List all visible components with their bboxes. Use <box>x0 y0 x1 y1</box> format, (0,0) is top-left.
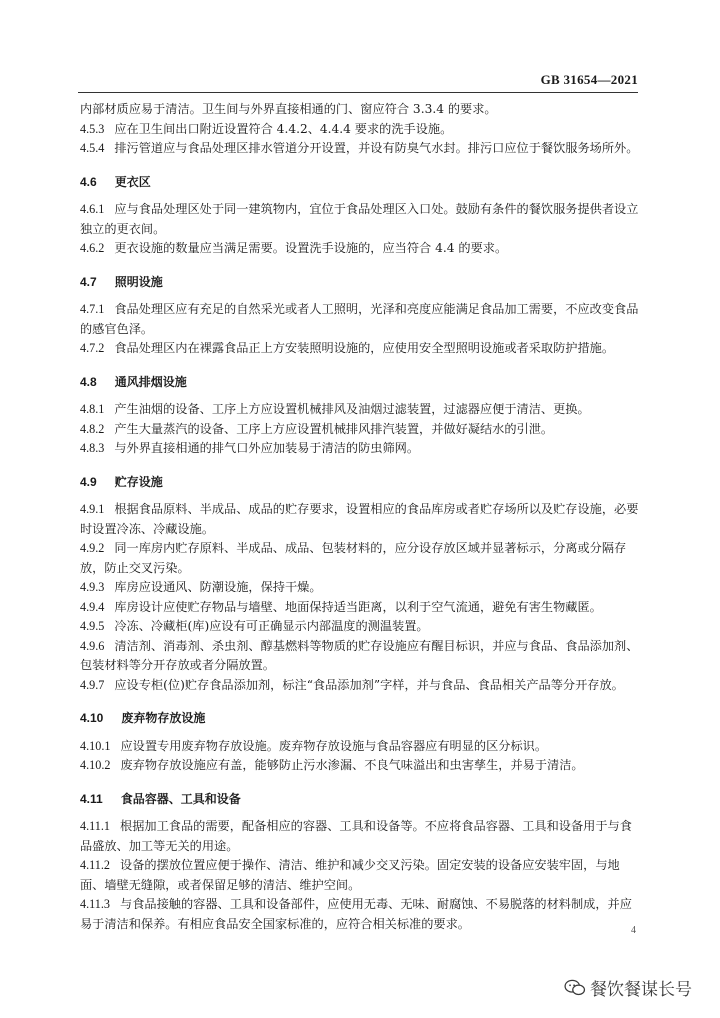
clause-paragraph <box>80 339 640 359</box>
clause-text: 清洁剂、消毒剂、杀虫剂、醇基燃料等物质的贮存设施应有醒目标识，并应与食品、食品添加剂、包装材料等分开存放或者分隔放置。 <box>80 638 639 672</box>
clause-paragraph <box>80 239 640 259</box>
clause-number: 4.8.1 <box>80 402 105 416</box>
clause-number: 4.5.4 <box>80 141 105 155</box>
section-number: 4.7 <box>80 274 97 289</box>
clause-text: 食品处理区应有充足的自然采光或者人工照明，光泽和亮度应能满足食品加工需要，不应改变食品的感官色泽。 <box>80 302 639 336</box>
clause-paragraph <box>80 439 640 459</box>
section-title: 贮存设施 <box>114 474 163 489</box>
clause-number: 4.9.6 <box>80 638 105 653</box>
clause-text: 与食品接触的容器、工具和设备部件，应使用无毒、无味、耐腐蚀、不易脱落的材料制成，并应易于清洁和保养。有相应食品安全国家标准的，应符合相关标准的要求。 <box>80 897 632 931</box>
clause-text: 应设专柜(位)贮存食品添加剂，标注“食品添加剂”字样，并与食品、食品相关产品等分开存放。 <box>114 677 624 692</box>
clause-paragraph <box>80 895 640 934</box>
clause-paragraph <box>80 598 640 618</box>
clause-text: 排污管道应与食品处理区排水管道分开设置，并设有防臭气水封。排污口应位于餐饮服务场所外。 <box>114 141 639 155</box>
clause-number: 4.9.1 <box>80 502 105 516</box>
clause-number: 4.7.2 <box>80 341 105 355</box>
clause-text: 食品处理区内在裸露食品正上方安装照明设施的，应使用安全型照明设施或者采取防护措施。 <box>114 341 615 355</box>
clause-number: 4.5.3 <box>80 121 105 136</box>
section-heading <box>80 173 640 193</box>
clause-number: 4.9.3 <box>80 580 105 594</box>
clause-text: 设备的摆放位置应便于操作、清洁、维护和减少交叉污染。固定安装的设备应安装牢固，与地面、墙壁无缝隙，或者保留足够的清洁、维护空间。 <box>80 858 620 892</box>
watermark-text: 餐饮餐谋长号 <box>590 980 692 1000</box>
clause-paragraph <box>80 637 640 676</box>
section-number: 4.6 <box>80 174 97 189</box>
clause-paragraph <box>80 100 640 120</box>
section-title: 更衣区 <box>114 174 151 189</box>
clause-paragraph <box>80 400 640 420</box>
section-number: 4.8 <box>80 374 97 389</box>
section-title: 照明设施 <box>114 274 163 289</box>
clause-text: 应设置专用废弃物存放设施。废弃物存放设施与食品容器应有明显的区分标识。 <box>120 738 548 753</box>
section-title: 食品容器、工具和设备 <box>120 791 241 806</box>
clause-paragraph <box>80 817 640 856</box>
section-number: 4.11 <box>80 791 103 806</box>
clause-text: 应与食品处理区处于同一建筑物内，宜位于食品处理区入口处。鼓励有条件的餐饮服务提供者设立独立的更衣间。 <box>80 202 639 236</box>
clause-number: 4.11.1 <box>80 819 111 833</box>
clause-number: 4.11.3 <box>80 897 111 911</box>
section-heading <box>80 273 640 293</box>
clause-paragraph <box>80 617 640 637</box>
clause-paragraph <box>80 139 640 159</box>
clause-text: 冷冻、冷藏柜(库)应设有可正确显示内部温度的测温装置。 <box>114 619 429 633</box>
clause-number: 4.6.2 <box>80 241 105 255</box>
clause-text: 产生大量蒸汽的设备、工序上方应设置机械排风排汽装置，并做好凝结水的引泄。 <box>114 421 554 436</box>
section-heading <box>80 709 640 729</box>
document-body <box>80 100 640 934</box>
clause-number: 4.10.1 <box>80 738 111 753</box>
standard-code: GB 31654—2021 <box>540 72 638 87</box>
section-title: 通风排烟设施 <box>114 374 187 389</box>
section-heading <box>80 790 640 810</box>
clause-paragraph <box>80 676 640 696</box>
clause-paragraph <box>80 856 640 895</box>
clause-text: 更衣设施的数量应当满足需要。设置洗手设施的，应当符合 4.4 的要求。 <box>114 241 508 255</box>
clause-text: 库房应设通风、防潮设施，保持干燥。 <box>114 580 322 594</box>
clause-text: 内部材质应易于清洁。卫生间与外界直接相通的门、窗应符合 3.3.4 的要求。 <box>80 102 497 116</box>
clause-number: 4.9.4 <box>80 599 105 614</box>
clause-number: 4.8.2 <box>80 421 105 436</box>
clause-paragraph <box>80 420 640 440</box>
clause-paragraph <box>80 737 640 757</box>
clause-text: 产生油烟的设备、工序上方应设置机械排风及油烟过滤装置，过滤器应便于清洁、更换。 <box>114 402 590 416</box>
clause-paragraph <box>80 578 640 598</box>
clause-number: 4.11.2 <box>80 858 111 872</box>
clause-paragraph <box>80 756 640 776</box>
section-heading <box>80 473 640 493</box>
wechat-icon <box>564 979 586 997</box>
clause-number: 4.8.3 <box>80 441 105 455</box>
clause-text: 库房设计应使贮存物品与墙壁、地面保持适当距离，以利于空气流通，避免有害生物藏匿。 <box>114 599 602 614</box>
clause-number: 4.7.1 <box>80 302 105 316</box>
clause-text: 根据食品原料、半成品、成品的贮存要求，设置相应的食品库房或者贮存场所以及贮存设施，必要时设置冷冻、冷藏设施。 <box>80 502 639 536</box>
clause-text: 与外界直接相通的排气口外应加装易于清洁的防虫筛网。 <box>114 441 420 455</box>
section-heading <box>80 373 640 393</box>
clause-text: 同一库房内贮存原料、半成品、成品、包装材料的，应分设存放区域并显著标示，分离或分隔存放，防止交叉污染。 <box>80 541 627 575</box>
clause-text: 应在卫生间出口附近设置符合 4.4.2、4.4.4 要求的洗手设施。 <box>114 121 453 136</box>
clause-number: 4.10.2 <box>80 758 111 772</box>
section-number: 4.10 <box>80 711 104 725</box>
clause-paragraph <box>80 300 640 339</box>
clause-paragraph <box>80 120 640 140</box>
clause-number: 4.9.7 <box>80 677 105 692</box>
header-rule <box>78 92 638 93</box>
clause-number: 4.6.1 <box>80 202 105 216</box>
section-title: 废弃物存放设施 <box>121 711 206 725</box>
clause-text: 根据加工食品的需要，配备相应的容器、工具和设备等。不应将食品容器、工具和设备用于与食品盛放、加工等无关的用途。 <box>80 819 632 853</box>
section-number: 4.9 <box>80 474 97 489</box>
clause-paragraph <box>80 200 640 239</box>
clause-paragraph <box>80 539 640 578</box>
clause-number: 4.9.5 <box>80 619 105 633</box>
page-number: 4 <box>631 925 636 936</box>
watermark <box>564 975 692 1000</box>
clause-text: 废弃物存放设施应有盖，能够防止污水渗漏、不良气味溢出和虫害孳生，并易于清洁。 <box>120 758 584 772</box>
clause-number: 4.9.2 <box>80 541 105 555</box>
clause-paragraph <box>80 500 640 539</box>
